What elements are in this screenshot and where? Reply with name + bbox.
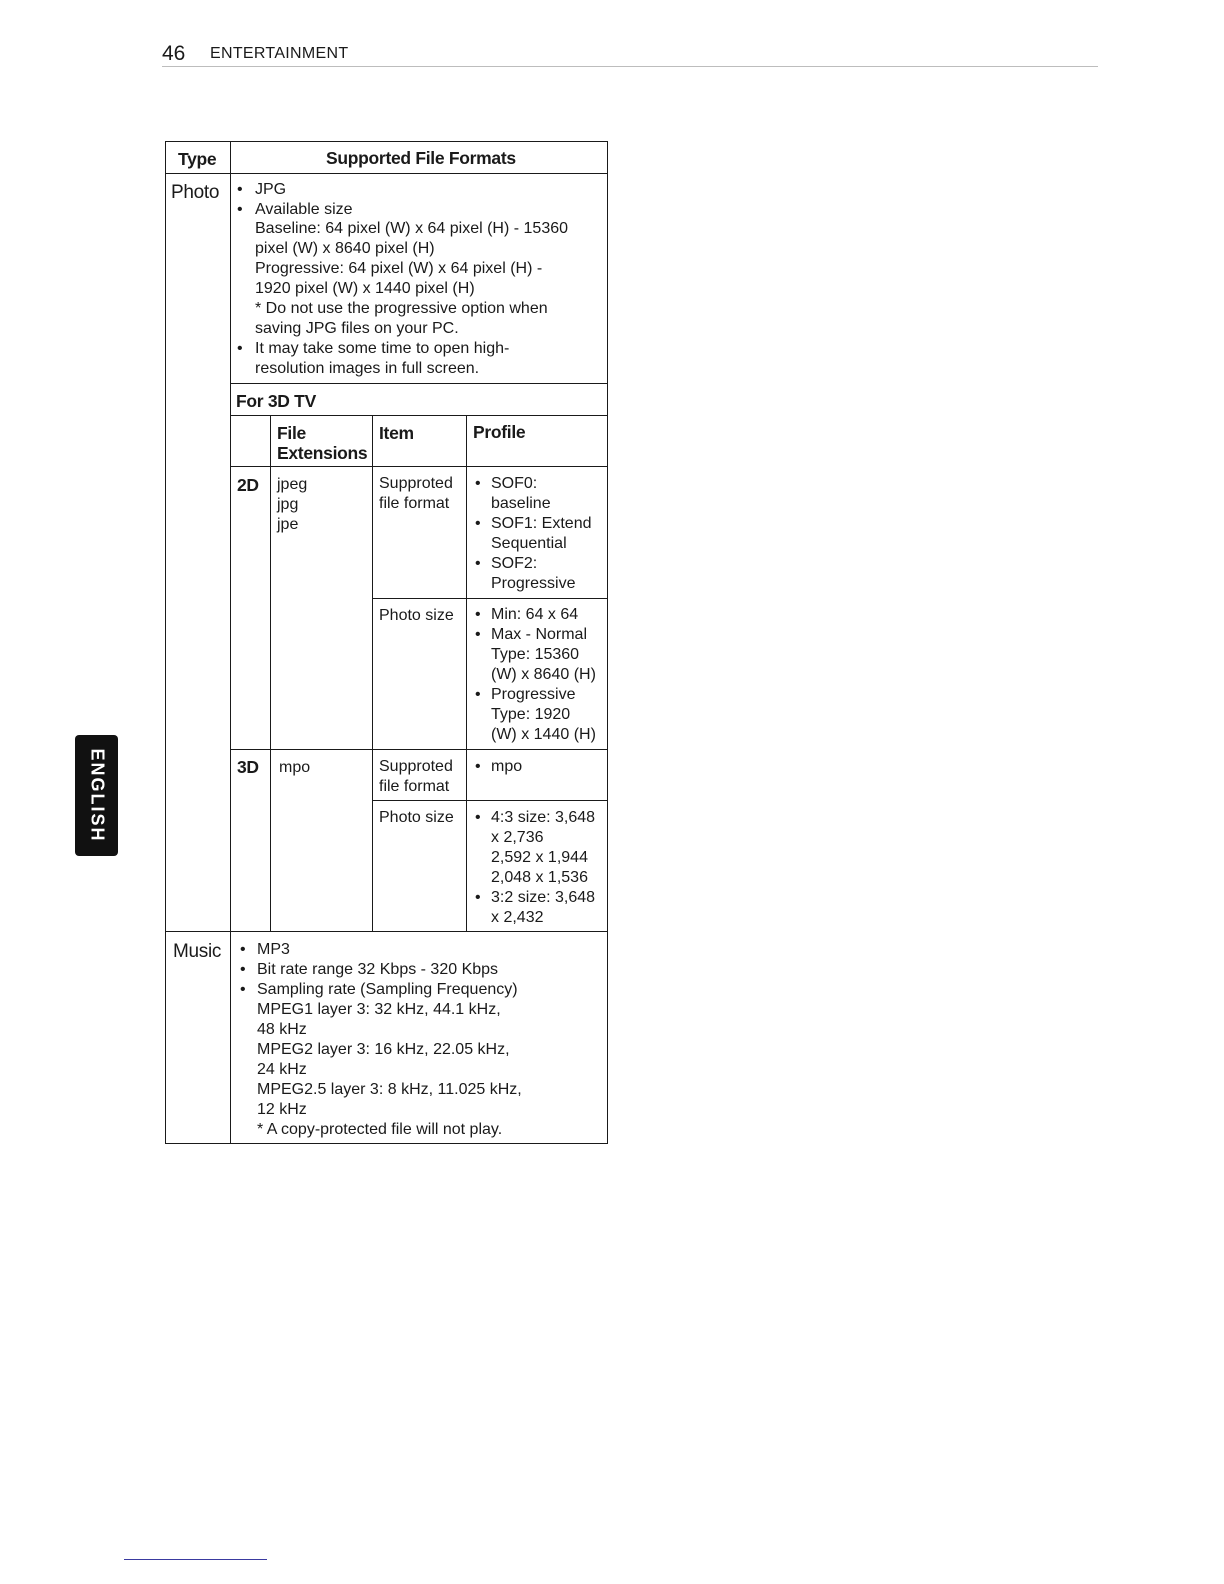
- profile-value: Progressive: [491, 686, 576, 703]
- type-column-divider: [230, 141, 231, 1144]
- item-column-divider: [466, 415, 467, 931]
- header-rule: [165, 173, 608, 174]
- item-header: Item: [379, 423, 414, 443]
- profile-value: Sequential: [491, 535, 567, 552]
- row2d-item-rule: [372, 598, 608, 599]
- profile-value: SOF2:: [491, 555, 538, 572]
- profile-header: Profile: [473, 422, 526, 442]
- photo-line: 1920 pixel (W) x 1440 pixel (H): [255, 280, 475, 297]
- music-line: MPEG1 layer 3: 32 kHz, 44.1 kHz,: [257, 1001, 501, 1018]
- music-line: MPEG2.5 layer 3: 8 kHz, 11.025 kHz,: [257, 1081, 522, 1098]
- photo-line: JPG: [255, 181, 287, 198]
- label-column-divider: [270, 415, 271, 931]
- formats-header: Supported File Formats: [326, 148, 516, 168]
- photo-line: saving JPG files on your PC.: [255, 320, 459, 337]
- page-number: 46: [162, 42, 186, 65]
- profile-value: Min: 64 x 64: [491, 606, 579, 623]
- row-2d-label: 2D: [237, 475, 259, 495]
- profile-value: Type: 1920: [491, 706, 571, 723]
- row3d-item-rule: [372, 800, 608, 801]
- photo-line: * Do not use the progressive option when: [255, 300, 548, 317]
- profile-value: (W) x 8640 (H): [491, 666, 596, 683]
- photo-line: resolution images in full screen.: [255, 360, 480, 377]
- profile-value: Max - Normal: [491, 626, 588, 643]
- music-line: 24 kHz: [257, 1061, 307, 1078]
- subtable-top-rule: [230, 383, 608, 384]
- music-line: * A copy-protected file will not play.: [257, 1121, 503, 1138]
- profile-value: Progressive: [491, 575, 576, 592]
- extensions-header: File: [277, 423, 306, 443]
- profile-value: x 2,432: [491, 909, 544, 926]
- profile-value: Type: 15360: [491, 646, 580, 663]
- music-line: 12 kHz: [257, 1101, 307, 1118]
- extensions-header: Extensions: [277, 443, 368, 463]
- photo-line: Progressive: 64 pixel (W) x 64 pixel (H) -: [255, 260, 543, 277]
- item-value: file format: [379, 495, 450, 512]
- extension-value: jpg: [277, 496, 299, 513]
- language-tab: [75, 735, 118, 856]
- item-value: Supproted: [379, 475, 453, 492]
- extension-value: jpeg: [277, 476, 308, 493]
- photo-line: Baseline: 64 pixel (W) x 64 pixel (H) - 15360: [255, 220, 569, 237]
- profile-value: 4:3 size: 3,648: [491, 809, 596, 826]
- subtable-title-rule: [230, 415, 608, 416]
- photo-line: Available size: [255, 201, 353, 218]
- item-value: Photo size: [379, 607, 454, 624]
- profile-value: 2,592 x 1,944: [491, 849, 588, 866]
- row-3d-label: 3D: [237, 757, 259, 777]
- item-value: Supproted: [379, 758, 453, 775]
- music-line: 48 kHz: [257, 1021, 307, 1038]
- page-header: [162, 42, 1098, 67]
- profile-value: mpo: [491, 758, 523, 775]
- music-line: MP3: [257, 941, 290, 958]
- profile-value: 3:2 size: 3,648: [491, 889, 596, 906]
- photo-line: pixel (W) x 8640 pixel (H): [255, 240, 435, 257]
- subtable-header-rule: [230, 466, 608, 467]
- photo-music-rule: [165, 931, 608, 932]
- music-line: MPEG2 layer 3: 16 kHz, 22.05 kHz,: [257, 1041, 510, 1058]
- for-3d-title: For 3D TV: [236, 391, 316, 411]
- music-line: Bit rate range 32 Kbps - 320 Kbps: [257, 961, 499, 978]
- extension-value: mpo: [279, 759, 311, 776]
- item-value: Photo size: [379, 809, 454, 826]
- extension-value: jpe: [277, 516, 299, 533]
- music-row-label: Music: [173, 941, 222, 962]
- profile-value: SOF1: Extend: [491, 515, 592, 532]
- footer-rule: [124, 1559, 267, 1560]
- profile-value: SOF0:: [491, 475, 538, 492]
- type-header: Type: [178, 149, 217, 169]
- section-title: ENTERTAINMENT: [210, 45, 349, 62]
- extension-column-divider: [372, 415, 373, 931]
- profile-value: x 2,736: [491, 829, 544, 846]
- language-tab-label: ENGLISH: [87, 748, 108, 843]
- profile-value: (W) x 1440 (H): [491, 726, 596, 743]
- item-value: file format: [379, 778, 450, 795]
- row2d-3d-rule: [230, 749, 608, 750]
- profile-value: 2,048 x 1,536: [491, 869, 588, 886]
- profile-value: baseline: [491, 495, 551, 512]
- photo-line: It may take some time to open high-: [255, 340, 510, 357]
- photo-row-label: Photo: [171, 182, 220, 203]
- music-line: Sampling rate (Sampling Frequency): [257, 981, 518, 998]
